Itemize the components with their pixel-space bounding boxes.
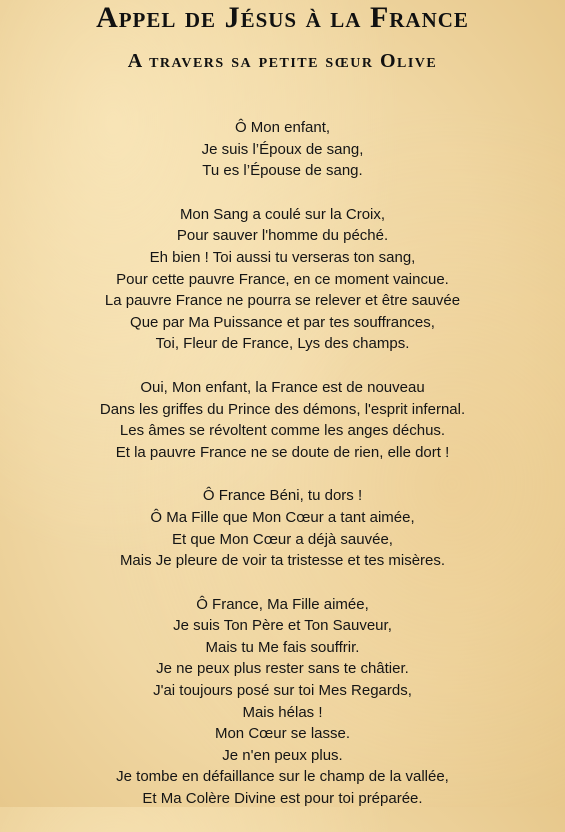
poem-line: Et Ma Colère Divine est pour toi préparée.: [142, 790, 423, 808]
poem-stanza: [0, 594, 565, 810]
poem-line: Pour cette pauvre France, en ce moment vaincue.: [116, 270, 449, 288]
poem-line: Je n'en peux plus.: [222, 746, 343, 764]
poem-line: Toi, Fleur de France, Lys des champs.: [155, 335, 410, 353]
poem-line: La pauvre France ne pourra se relever et être sauvée: [104, 292, 461, 310]
poem-line: Tu es l’Épouse de sang.: [202, 162, 363, 180]
poem-line: Ô Mon enfant,: [234, 119, 331, 136]
poem-stanza: [0, 485, 565, 571]
poem-line: Que par Ma Puissance et par tes souffrances,: [130, 313, 435, 331]
poem-line: J'ai toujours posé sur toi Mes Regards,: [153, 682, 412, 700]
poem-line: Ô France, Ma Fille aimée,: [196, 595, 369, 613]
poem-line: Mon Cœur se lasse.: [214, 725, 351, 743]
poem-line: Et que Mon Cœur a déjà sauvée,: [172, 530, 393, 548]
poem-body: [0, 117, 565, 832]
poem-line: Mais hélas !: [242, 703, 323, 721]
poem-line: Eh bien ! Toi aussi tu verseras ton sang,: [149, 248, 416, 266]
poem-line: Les âmes se révoltent comme les anges déchus.: [119, 422, 446, 440]
page-title: Appel de Jésus à la France: [96, 1, 469, 34]
poem-line: Oui, Mon enfant, la France est de nouveau: [140, 378, 425, 396]
poem-line: Ô Ma Fille que Mon Cœur a tant aimée,: [150, 508, 415, 526]
poem-stanza: [0, 204, 565, 355]
poem-stanza: [0, 117, 565, 182]
poem-line: Pour sauver l'homme du péché.: [176, 227, 389, 245]
poem-line: Je ne peux plus rester sans te châtier.: [156, 660, 409, 678]
page-subtitle: A travers sa petite sœur Olive: [127, 50, 438, 72]
poem-line: Ô France Béni, tu dors !: [202, 487, 363, 505]
poem-stanza: [0, 377, 565, 463]
poem-line: Dans les griffes du Prince des démons, l'esprit infernal.: [99, 400, 466, 418]
poem-line: Je tombe en défaillance sur le champ de la vallée,: [116, 768, 449, 786]
poem-line: Je suis Ton Père et Ton Sauveur,: [173, 617, 392, 635]
poem-line: Je suis l’Époux de sang,: [201, 140, 364, 158]
poem-line: Mais tu Me fais souffrir.: [205, 638, 360, 656]
poem-line: Et la pauvre France ne se doute de rien, elle dort !: [115, 443, 450, 461]
poem-line: Mon Sang a coulé sur la Croix,: [179, 205, 386, 223]
poem-line: Mais Je pleure de voir ta tristesse et tes misères.: [119, 552, 446, 570]
